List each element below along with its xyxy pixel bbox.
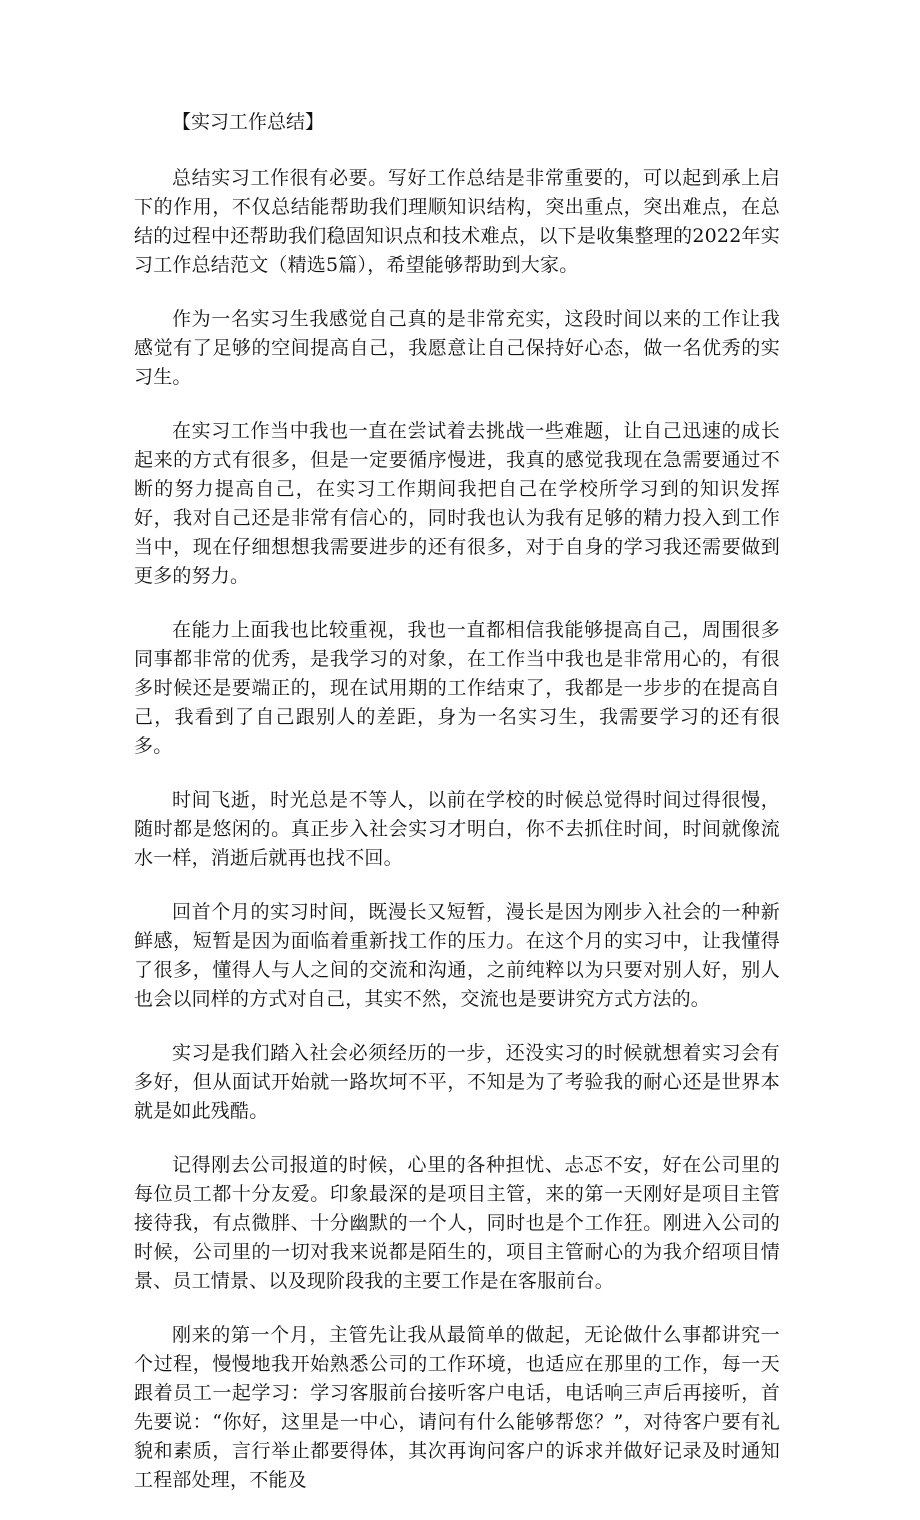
paragraph-8: 记得刚去公司报道的时候，心里的各种担忧、忐忑不安，好在公司里的每位员工都十分友爱。印象最深的是项目主管，来的第一天刚好是项目主管接待我，有点微胖、十分幽默的一个人，同时也是个工作狂。刚进入公司的时候，公司里的一切对我来说都是陌生的，项目主管耐心的为我介绍项目情景、员工情景、以及现阶段我的主要工作是在客服前台。 [134, 1154, 780, 1292]
paragraph-intro: 总结实习工作很有必要。写好工作总结是非常重要的，可以起到承上启下的作用，不仅总结能帮助我们理顺知识结构，突出重点，突出难点，在总结的过程中还帮助我们稳固知识点和技术难点，以下是收集整理的2022年实习工作总结范文（精选5篇），希望能够帮助到大家。 [134, 167, 780, 276]
document-title: 【实习工作总结】 [172, 111, 325, 133]
paragraph-9: 刚来的第一个月，主管先让我从最简单的做起，无论做什么事都讲究一个过程，慢慢地我开始熟悉公司的工作环境，也适应在那里的工作，每一天跟着员工一起学习：学习客服前台接听客户电话，电话响三声后再接听，首先要说：“你好，这里是一中心，请问有什么能够帮您？”，对待客户要有礼貌和素质，言行举止都要得体，其次再询问客户的诉求并做好记录及时通知工程部处理，不能及 [134, 1324, 780, 1491]
paragraph-7: 实习是我们踏入社会必须经历的一步，还没实习的时候就想着实习会有多好，但从面试开始就一路坎坷不平，不知是为了考验我的耐心还是世界本就是如此残酷。 [134, 1042, 780, 1122]
paragraph-6: 回首个月的实习时间，既漫长又短暂，漫长是因为刚步入社会的一种新鲜感，短暂是因为面临着重新找工作的压力。在这个月的实习中，让我懂得了很多，懂得人与人之间的交流和沟通，之前纯粹以为只要对别人好，别人也会以同样的方式对自己，其实不然，交流也是要讲究方式方法的。 [134, 901, 780, 1010]
paragraph-3: 在实习工作当中我也一直在尝试着去挑战一些难题，让自己迅速的成长起来的方式有很多，但是一定要循序慢进，我真的感觉我现在急需要通过不断的努力提高自己，在实习工作期间我把自己在学校所学习到的知识发挥好，我对自己还是非常有信心的，同时我也认为我有足够的精力投入到工作当中，现在仔细想想我需要进步的还有很多，对于自身的学习我还需要做到更多的努力。 [134, 420, 780, 587]
document-body [134, 108, 780, 1520]
paragraph-2: 作为一名实习生我感觉自己真的是非常充实，这段时间以来的工作让我感觉有了足够的空间提高自己，我愿意让自己保持好心态，做一名优秀的实习生。 [134, 308, 780, 388]
paragraph-4: 在能力上面我也比较重视，我也一直都相信我能够提高自己，周围很多同事都非常的优秀，是我学习的对象，在工作当中我也是非常用心的，有很多时候还是要端正的，现在试用期的工作结束了，我都是一步步的在提高自己，我看到了自己跟别人的差距，身为一名实习生，我需要学习的还有很多。 [134, 619, 780, 757]
paragraph-5: 时间飞逝，时光总是不等人，以前在学校的时候总觉得时间过得很慢，随时都是悠闲的。真正步入社会实习才明白，你不去抓住时间，时间就像流水一样，消逝后就再也找不回。 [134, 789, 780, 869]
